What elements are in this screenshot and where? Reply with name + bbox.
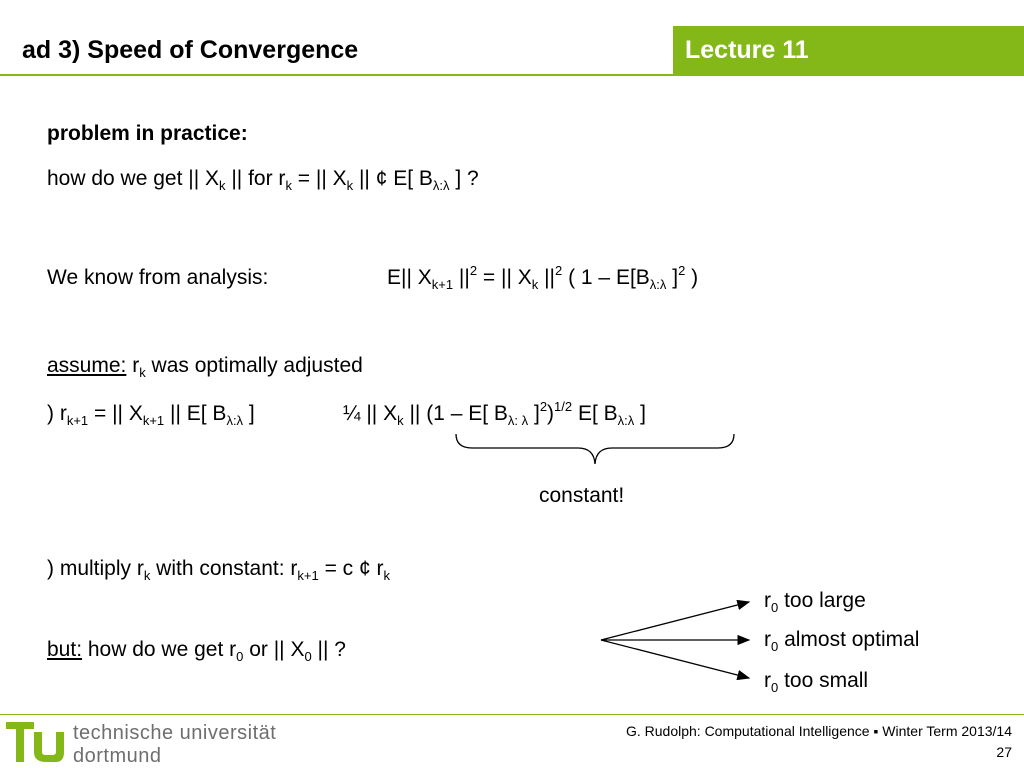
subscript: k xyxy=(531,277,539,292)
text-run: || ¢ E[ B xyxy=(353,167,433,190)
text-run: = || X xyxy=(291,167,347,190)
line-analysis-label: We know from analysis: xyxy=(47,266,269,289)
text-run: ] xyxy=(528,402,540,425)
subscript: 0 xyxy=(771,680,779,695)
text-run: was optimally adjusted xyxy=(145,354,363,377)
text-run: = c ¢ r xyxy=(318,557,384,580)
subscript: 0 xyxy=(304,649,312,664)
text-run: too small xyxy=(778,669,869,692)
subscript: k+1 xyxy=(297,568,319,583)
text-run: ] xyxy=(666,266,679,289)
text-run: r xyxy=(126,354,140,377)
text-run: ) multiply r xyxy=(47,557,144,580)
subscript: 0 xyxy=(771,600,779,615)
arrows-fan xyxy=(595,590,760,690)
lecture-label: Lecture 11 xyxy=(685,36,809,64)
subscript: k xyxy=(139,365,146,380)
page-number: 27 xyxy=(996,744,1012,760)
constant-label: constant! xyxy=(539,484,625,507)
text-run: r xyxy=(764,669,771,692)
line-but xyxy=(47,638,346,664)
text-run: how do we get || X xyxy=(47,167,220,190)
text-run: ] ? xyxy=(449,167,479,190)
text-run: || xyxy=(538,266,556,289)
university-name-line1: technische universität xyxy=(73,722,277,744)
subscript: k xyxy=(285,178,292,193)
subscript: λ:λ xyxy=(226,413,244,428)
text-run: E[ B xyxy=(572,402,618,425)
text-run: || (1 – E[ B xyxy=(403,402,508,425)
slide-title: ad 3) Speed of Convergence xyxy=(22,36,359,64)
superscript: 2 xyxy=(555,263,563,278)
text-run: with constant: r xyxy=(150,557,298,580)
superscript: 1/2 xyxy=(554,399,573,414)
subscript: λ:λ xyxy=(617,413,635,428)
tu-logo-icon xyxy=(4,718,66,764)
text-run: = || X xyxy=(88,402,143,425)
text-run: || xyxy=(453,266,470,289)
subscript: 0 xyxy=(771,639,779,654)
lecture-badge xyxy=(673,26,1024,74)
superscript: 2 xyxy=(678,263,686,278)
assume-label: assume: xyxy=(47,354,127,377)
text-run: ] xyxy=(634,402,646,425)
text-run: or || X xyxy=(243,638,305,661)
arrow-up xyxy=(601,602,749,640)
text-run: || E[ B xyxy=(164,402,227,425)
line-how-do-we-get xyxy=(47,167,479,193)
but-label: but: xyxy=(47,638,83,661)
subscript: k+1 xyxy=(142,413,165,428)
problem-heading: problem in practice: xyxy=(47,122,248,145)
line-then-right xyxy=(343,399,646,428)
subscript: λ:λ xyxy=(649,277,667,292)
option-too-small xyxy=(764,669,869,695)
text-run: too large xyxy=(778,589,866,612)
text-run: || ? xyxy=(311,638,346,661)
line-then-left xyxy=(47,402,255,428)
text-run: ) r xyxy=(47,402,67,425)
arrow-down xyxy=(601,640,749,678)
subscript: k xyxy=(219,178,226,193)
option-almost-optimal xyxy=(764,628,920,654)
text-run: ] xyxy=(243,402,255,425)
line-multiply xyxy=(47,557,391,583)
footer-credit: G. Rudolph: Computational Intelligence ▪ Winter Term 2013/14 xyxy=(625,723,1012,739)
text-run: ¼ || X xyxy=(343,402,398,425)
text-run: || for r xyxy=(225,167,286,190)
superscript: 2 xyxy=(469,263,478,278)
footer-divider xyxy=(0,714,1024,715)
text-run: ( 1 – E[B xyxy=(562,266,650,289)
text-run: = || X xyxy=(477,266,532,289)
text-run: E|| X xyxy=(387,266,432,289)
subscript: k xyxy=(346,178,354,193)
text-run: r xyxy=(764,628,771,651)
subscript: k xyxy=(383,568,391,583)
superscript: 2 xyxy=(539,399,548,414)
header-divider xyxy=(0,74,1024,76)
text-run: ) xyxy=(685,266,699,289)
text-run: almost optimal xyxy=(778,628,920,651)
svg-text:tu: tu xyxy=(4,718,5,719)
option-too-large xyxy=(764,589,866,615)
subscript: λ:λ xyxy=(432,178,450,193)
subscript: 0 xyxy=(236,649,244,664)
text-run: how do we get r xyxy=(82,638,237,661)
subscript: k+1 xyxy=(66,413,89,428)
curly-brace xyxy=(450,432,740,472)
university-name-line2: dortmund xyxy=(73,745,162,767)
subscript: k xyxy=(397,413,404,428)
subscript: λ: λ xyxy=(507,413,529,428)
subscript: k xyxy=(143,568,151,583)
text-run: r xyxy=(764,589,771,612)
subscript: k+1 xyxy=(431,277,454,292)
line-assume xyxy=(47,354,363,380)
text-run: ) xyxy=(547,402,555,425)
line-analysis-formula xyxy=(387,263,699,292)
